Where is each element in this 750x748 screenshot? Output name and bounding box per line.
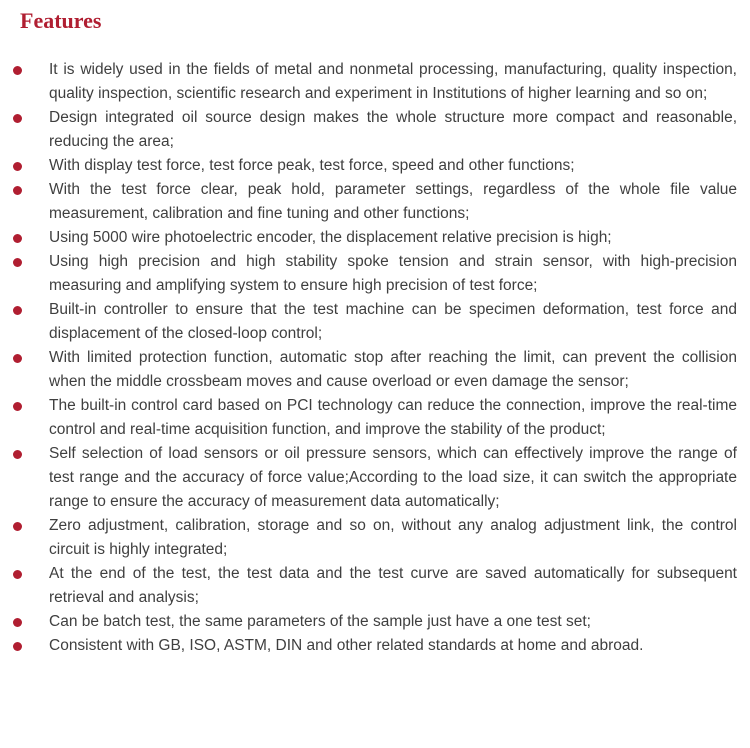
bullet-icon [13, 354, 22, 363]
feature-text: Consistent with GB, ISO, ASTM, DIN and other related standards at home and abroad. [49, 637, 644, 654]
feature-text: With display test force, test force peak, test force, speed and other functions; [49, 157, 575, 174]
features-section [0, 9, 750, 748]
feature-item [0, 562, 750, 610]
feature-text: Using high precision and high stability spoke tension and strain sensor, with high-precision measuring and amplifying system to ensure high precision of test force; [49, 253, 737, 294]
feature-item [0, 226, 750, 250]
feature-item [0, 58, 750, 106]
bullet-icon [13, 522, 22, 531]
bullet-icon [13, 402, 22, 411]
bullet-icon [13, 114, 22, 123]
feature-item [0, 298, 750, 346]
bullet-icon [13, 162, 22, 171]
feature-text: Zero adjustment, calibration, storage and so on, without any analog adjustment link, the control circuit is highly integrated; [49, 517, 737, 558]
bullet-icon [13, 450, 22, 459]
feature-item [0, 106, 750, 154]
features-list [0, 58, 750, 658]
feature-text: With the test force clear, peak hold, parameter settings, regardless of the whole file value measurement, calibration and fine tuning and other functions; [49, 181, 737, 222]
feature-item [0, 634, 750, 658]
feature-item [0, 610, 750, 634]
bullet-icon [13, 618, 22, 627]
feature-text: The built-in control card based on PCI technology can reduce the connection, improve the real-time control and real-time acquisition function, and improve the stability of the product; [49, 397, 737, 438]
bullet-icon [13, 234, 22, 243]
bullet-icon [13, 186, 22, 195]
feature-item [0, 346, 750, 394]
feature-text: Can be batch test, the same parameters of the sample just have a one test set; [49, 613, 591, 630]
bullet-icon [13, 642, 22, 651]
feature-text: It is widely used in the fields of metal and nonmetal processing, manufacturing, quality inspection, quality inspection, scientific research and experiment in Institutions of higher learning and so on; [49, 61, 737, 102]
feature-item [0, 514, 750, 562]
feature-text: Built-in controller to ensure that the test machine can be specimen deformation, test force and displacement of the closed-loop control; [49, 301, 737, 342]
feature-text: Design integrated oil source design makes the whole structure more compact and reasonable, reducing the area; [49, 109, 737, 150]
feature-text: Self selection of load sensors or oil pressure sensors, which can effectively improve the range of test range and the accuracy of force value;According to the load size, it can switch the appropriate range to ensure the accuracy of measurement data automatically; [49, 445, 737, 510]
bullet-icon [13, 66, 22, 75]
feature-text: Using 5000 wire photoelectric encoder, the displacement relative precision is high; [49, 229, 612, 246]
feature-item [0, 394, 750, 442]
feature-text: With limited protection function, automatic stop after reaching the limit, can prevent the collision when the middle crossbeam moves and cause overload or even damage the sensor; [49, 349, 737, 390]
feature-item [0, 154, 750, 178]
bullet-icon [13, 258, 22, 267]
feature-text: At the end of the test, the test data and the test curve are saved automatically for subsequent retrieval and analysis; [49, 565, 737, 606]
section-heading: Features [20, 8, 102, 33]
feature-item [0, 178, 750, 226]
bullet-icon [13, 570, 22, 579]
bullet-icon [13, 306, 22, 315]
feature-item [0, 442, 750, 514]
feature-item [0, 250, 750, 298]
